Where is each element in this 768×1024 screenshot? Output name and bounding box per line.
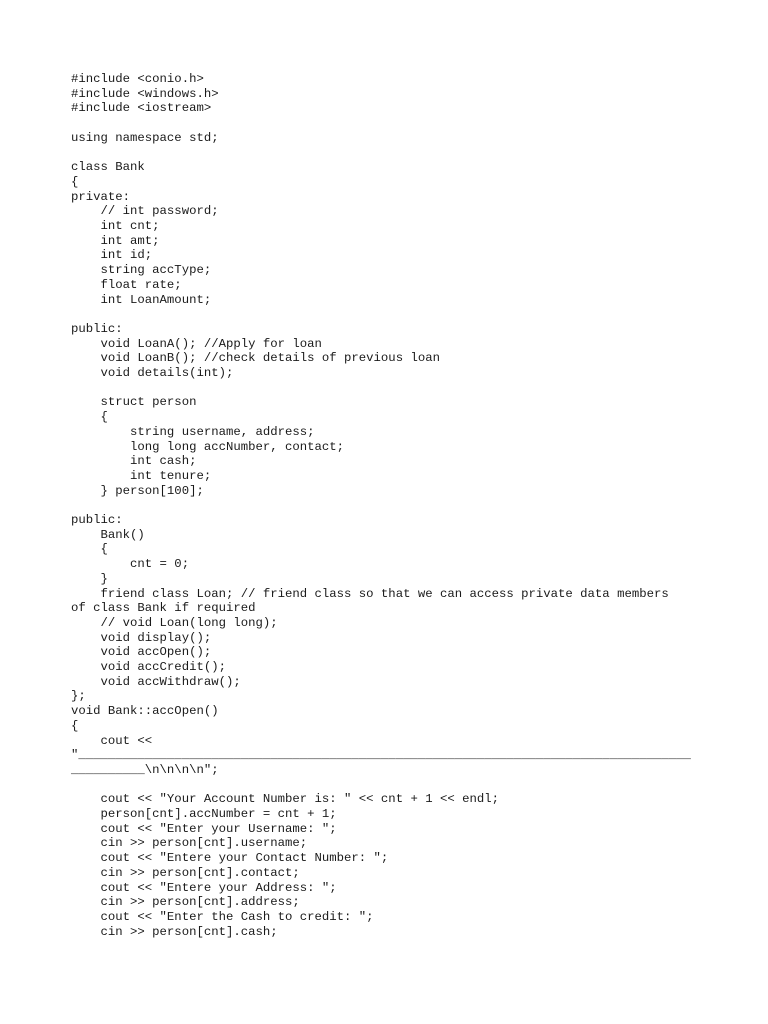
code-line: string username, address; [71,424,315,439]
code-line: cout << "Your Account Number is: " << cnt + 1 << endl; [71,792,500,807]
code-line: void LoanB(); //check details of previous loan [71,351,440,366]
code-line: void accOpen(); [71,645,212,660]
code-line: #include <conio.h> [71,72,204,86]
code-line: int tenure; [71,468,212,483]
code-line: int cash; [71,454,197,469]
code-line: #include <windows.h> [71,86,219,101]
code-line [71,498,711,513]
code-line: #include <iostream> [71,101,212,116]
code-line: struct person [71,395,197,410]
code-line: string accType; [71,263,212,278]
code-line [71,381,711,396]
code-line: int cnt; [71,219,160,233]
code-line: { [71,410,108,425]
code-line: { [71,718,79,733]
code-line: cin >> person[cnt].contact; [71,865,300,880]
code-line: }; [71,689,86,704]
code-line: __________\n\n\n\n"; [71,762,219,777]
code-line: cin >> person[cnt].address; [71,895,300,910]
code-line: cout << "Entere your Contact Number: "; [71,851,389,866]
code-line: class Bank [71,160,145,175]
code-line: cnt = 0; [71,557,190,572]
code-line: cout << "Entere your Address: "; [71,880,337,895]
code-line: void display(); [71,630,212,645]
code-line: int id; [71,248,153,263]
code-line: void LoanA(); //Apply for loan [71,336,322,351]
code-line: { [71,174,79,189]
code-line: cout << [71,733,153,748]
code-line: public: [71,513,123,528]
source-code-listing [71,72,711,939]
code-line [71,116,711,131]
code-line: person[cnt].accNumber = cnt + 1; [71,807,337,822]
code-line: cout << "Enter the Cash to credit: "; [71,909,374,924]
code-line: cin >> person[cnt].cash; [71,924,278,939]
code-line: friend class Loan; // friend class so that we can access private data members [71,586,669,601]
code-line: public: [71,321,123,336]
code-line: void accWithdraw(); [71,674,241,689]
code-line: { [71,542,108,557]
code-line: private: [71,189,131,204]
code-line: // void Loan(long long); [71,615,278,630]
code-line: // int password; [71,204,219,219]
code-line: } person[100]; [71,483,204,498]
code-line: void Bank::accOpen() [71,704,219,719]
code-line: int LoanAmount; [71,292,212,307]
code-line: float rate; [71,277,182,292]
code-line: } [71,571,108,586]
code-line: void details(int); [71,366,234,381]
code-line: long long accNumber, contact; [71,439,345,454]
code-line: void accCredit(); [71,660,226,675]
code-line [71,146,711,161]
code-line: of class Bank if required [71,601,256,616]
code-line: cin >> person[cnt].username; [71,836,308,851]
code-line: using namespace std; [71,130,219,145]
code-line: "___________________________________________________________________________________ [71,748,691,763]
code-line: Bank() [71,527,145,542]
code-line [71,778,711,793]
code-line: cout << "Enter your Username: "; [71,821,337,836]
code-line [71,307,711,322]
code-line: int amt; [71,233,160,248]
